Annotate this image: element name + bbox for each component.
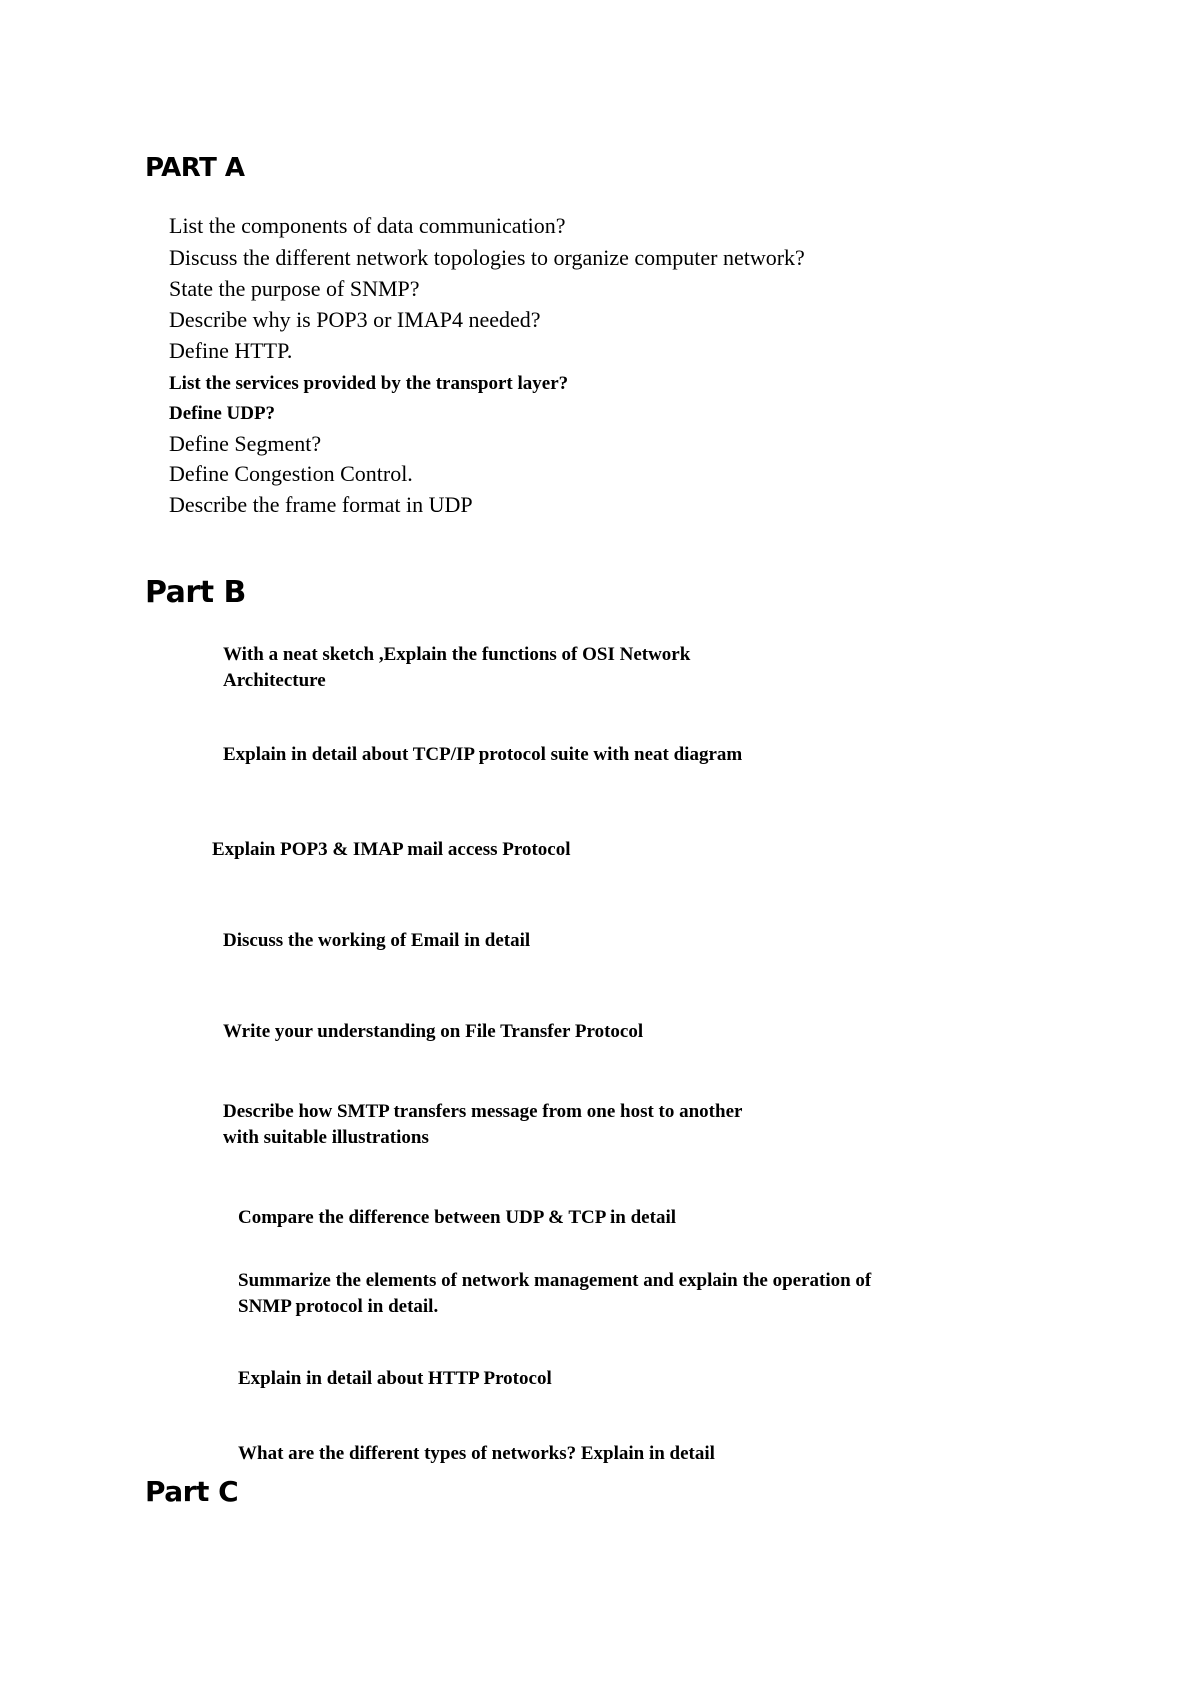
part-a-question: Define Segment? (169, 431, 322, 456)
question-line: with suitable illustrations (223, 1127, 429, 1148)
question-line: Write your understanding on File Transfer Protocol (223, 1021, 644, 1042)
part-a-question: Define Congestion Control. (169, 461, 413, 486)
part-b-question (223, 742, 742, 768)
question-line: Compare the difference between UDP & TCP in detail (238, 1207, 677, 1228)
question-line: Architecture (223, 670, 326, 691)
question-line: SNMP protocol in detail. (238, 1296, 439, 1317)
part-b-question (238, 1205, 676, 1231)
part-a-question: Define UDP? (169, 403, 276, 424)
question-line: Explain POP3 & IMAP mail access Protocol (212, 839, 571, 860)
question-line: What are the different types of networks? Explain in detail (238, 1443, 715, 1464)
part-b-heading: Part B (145, 575, 246, 610)
part-b-question (238, 1441, 715, 1467)
part-b-question (212, 837, 571, 863)
question-line: Discuss the working of Email in detail (223, 930, 531, 951)
part-a-heading: PART A (145, 153, 245, 183)
part-b-question (223, 642, 690, 694)
part-a-question: Describe why is POP3 or IMAP4 needed? (169, 307, 541, 332)
question-line: Summarize the elements of network management and explain the operation of (238, 1270, 872, 1291)
part-a-question: List the services provided by the transport layer? (169, 373, 569, 394)
part-b-question (223, 1019, 643, 1045)
part-a-question: Discuss the different network topologies to organize computer network? (169, 245, 805, 270)
part-b-question (223, 928, 530, 954)
part-b-question (238, 1268, 871, 1320)
part-a-question: State the purpose of SNMP? (169, 276, 420, 301)
question-line: Describe how SMTP transfers message from one host to another (223, 1101, 743, 1122)
part-a-question: List the components of data communication? (169, 213, 566, 238)
question-line: Explain in detail about TCP/IP protocol suite with neat diagram (223, 744, 743, 765)
question-line: With a neat sketch ,Explain the functions of OSI Network (223, 644, 691, 665)
part-c-heading: Part C (145, 1475, 239, 1508)
part-b-question (238, 1366, 552, 1392)
part-a-question: Define HTTP. (169, 338, 293, 363)
part-b-question (223, 1099, 742, 1151)
part-a-question: Describe the frame format in UDP (169, 492, 473, 517)
question-line: Explain in detail about HTTP Protocol (238, 1368, 552, 1389)
